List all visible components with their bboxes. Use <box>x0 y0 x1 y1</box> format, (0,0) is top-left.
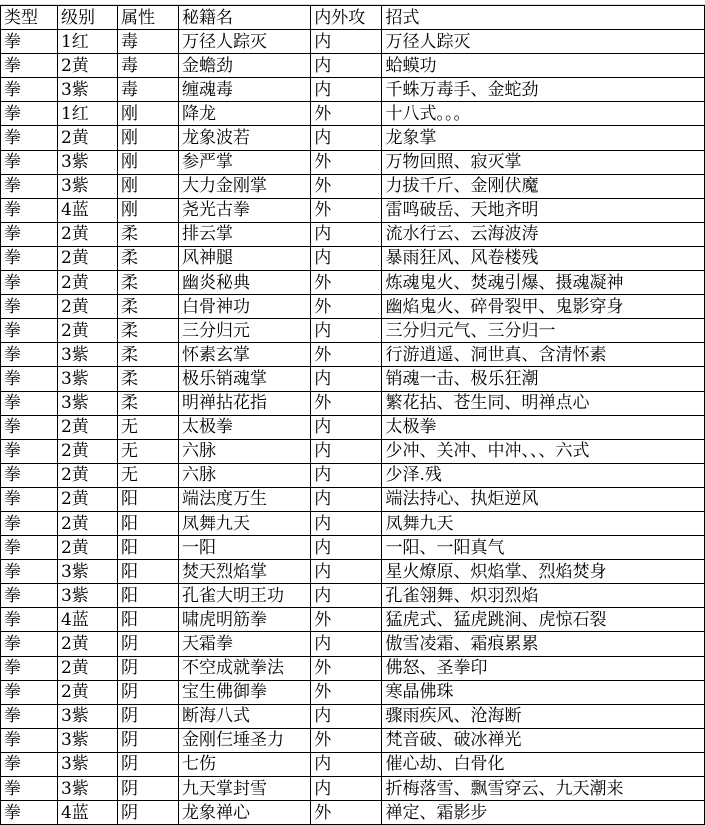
table-row <box>1 54 705 78</box>
cell-moves[interactable]: 太极拳 <box>382 415 705 439</box>
cell-attribute[interactable]: 刚 <box>117 102 178 126</box>
table-row <box>1 487 705 511</box>
cell-manual-name[interactable]: 啸虎明筋拳 <box>179 608 311 632</box>
cell-moves[interactable]: 傲雪凌霜、霜痕累累 <box>382 632 705 656</box>
table-row <box>1 343 705 367</box>
header-row <box>1 6 705 30</box>
cell-manual-name[interactable]: 一阳 <box>179 536 311 560</box>
cell-moves[interactable]: 三分归元气、三分归一 <box>382 319 705 343</box>
cell-attack-type[interactable]: 外 <box>311 174 382 198</box>
cell-type[interactable]: 拳 <box>1 78 58 102</box>
cell-attack-type[interactable]: 内 <box>311 439 382 463</box>
cell-attribute[interactable]: 无 <box>117 415 178 439</box>
cell-level[interactable]: 3紫 <box>57 367 117 391</box>
cell-level[interactable]: 2黄 <box>57 656 117 680</box>
cell-attack-type[interactable]: 外 <box>311 656 382 680</box>
cell-moves[interactable]: 炼魂鬼火、焚魂引爆、摄魂凝神 <box>382 271 705 295</box>
cell-type[interactable]: 拳 <box>1 126 58 150</box>
cell-type[interactable]: 拳 <box>1 463 58 487</box>
cell-moves[interactable]: 凤舞九天 <box>382 511 705 535</box>
cell-level[interactable]: 2黄 <box>57 246 117 270</box>
cell-moves[interactable]: 千蛛万毒手、金蛇劲 <box>382 78 705 102</box>
cell-moves[interactable]: 行游逍遥、洞世真、含清怀素 <box>382 343 705 367</box>
cell-moves[interactable]: 力拔千斤、金刚伏魔 <box>382 174 705 198</box>
cell-moves[interactable]: 催心劫、白骨化 <box>382 752 705 776</box>
cell-type[interactable]: 拳 <box>1 174 58 198</box>
cell-level[interactable]: 1红 <box>57 102 117 126</box>
table-row <box>1 632 705 656</box>
cell-attribute[interactable]: 阴 <box>117 801 178 825</box>
cell-moves[interactable]: 万物回照、寂灭掌 <box>382 150 705 174</box>
cell-manual-name[interactable]: 万径人踪灭 <box>179 30 311 54</box>
table-row <box>1 78 705 102</box>
table-row <box>1 752 705 776</box>
table-row <box>1 30 705 54</box>
cell-manual-name[interactable]: 参严掌 <box>179 150 311 174</box>
cell-type[interactable]: 拳 <box>1 391 58 415</box>
cell-attack-type[interactable]: 内 <box>311 78 382 102</box>
cell-level[interactable]: 3紫 <box>57 704 117 728</box>
cell-attribute[interactable]: 阳 <box>117 584 178 608</box>
cell-attribute[interactable]: 刚 <box>117 126 178 150</box>
cell-moves[interactable]: 梵音破、破冰禅光 <box>382 728 705 752</box>
cell-attribute[interactable]: 毒 <box>117 78 178 102</box>
cell-moves[interactable]: 龙象掌 <box>382 126 705 150</box>
cell-attribute[interactable]: 阴 <box>117 680 178 704</box>
cell-type[interactable]: 拳 <box>1 536 58 560</box>
cell-type[interactable]: 拳 <box>1 487 58 511</box>
cell-manual-name[interactable]: 三分归元 <box>179 319 311 343</box>
cell-type[interactable]: 拳 <box>1 319 58 343</box>
cell-attribute[interactable]: 柔 <box>117 319 178 343</box>
header-cell-attribute[interactable]: 属性 <box>117 6 178 30</box>
cell-manual-name[interactable]: 断海八式 <box>179 704 311 728</box>
cell-level[interactable]: 3紫 <box>57 343 117 367</box>
cell-level[interactable]: 2黄 <box>57 222 117 246</box>
cell-attack-type[interactable]: 内 <box>311 752 382 776</box>
cell-manual-name[interactable]: 龙象禅心 <box>179 801 311 825</box>
cell-type[interactable]: 拳 <box>1 271 58 295</box>
cell-moves[interactable]: 雷鸣破岳、天地齐明 <box>382 198 705 222</box>
cell-moves[interactable]: 幽焰鬼火、碎骨裂甲、鬼影穿身 <box>382 295 705 319</box>
cell-level[interactable]: 3紫 <box>57 391 117 415</box>
cell-attack-type[interactable]: 外 <box>311 295 382 319</box>
cell-level[interactable]: 3紫 <box>57 78 117 102</box>
cell-attack-type[interactable]: 外 <box>311 801 382 825</box>
cell-moves[interactable]: 暴雨狂风、风卷楼残 <box>382 246 705 270</box>
table-row <box>1 295 705 319</box>
cell-manual-name[interactable]: 风神腿 <box>179 246 311 270</box>
cell-level[interactable]: 2黄 <box>57 536 117 560</box>
cell-type[interactable]: 拳 <box>1 728 58 752</box>
cell-type[interactable]: 拳 <box>1 246 58 270</box>
cell-moves[interactable]: 蛤蟆功 <box>382 54 705 78</box>
header-cell-moves[interactable]: 招式 <box>382 6 705 30</box>
cell-moves[interactable]: 一阳、一阳真气 <box>382 536 705 560</box>
cell-level[interactable]: 4蓝 <box>57 198 117 222</box>
cell-attack-type[interactable]: 内 <box>311 246 382 270</box>
table-row <box>1 102 705 126</box>
table-row <box>1 801 705 825</box>
cell-attribute[interactable]: 毒 <box>117 54 178 78</box>
cell-manual-name[interactable]: 端法度万生 <box>179 487 311 511</box>
cell-moves[interactable]: 流水行云、云海波涛 <box>382 222 705 246</box>
cell-attribute[interactable]: 毒 <box>117 30 178 54</box>
cell-attribute[interactable]: 柔 <box>117 367 178 391</box>
table-row <box>1 680 705 704</box>
cell-attack-type[interactable]: 内 <box>311 126 382 150</box>
cell-attribute[interactable]: 阴 <box>117 752 178 776</box>
cell-level[interactable]: 2黄 <box>57 295 117 319</box>
cell-type[interactable]: 拳 <box>1 54 58 78</box>
table-row <box>1 560 705 584</box>
cell-level[interactable]: 2黄 <box>57 319 117 343</box>
cell-level[interactable]: 2黄 <box>57 680 117 704</box>
cell-attribute[interactable]: 阴 <box>117 777 178 801</box>
table-row <box>1 728 705 752</box>
cell-manual-name[interactable]: 排云掌 <box>179 222 311 246</box>
cell-attribute[interactable]: 柔 <box>117 246 178 270</box>
cell-attack-type[interactable]: 内 <box>311 632 382 656</box>
table-row <box>1 584 705 608</box>
cell-attack-type[interactable]: 外 <box>311 343 382 367</box>
cell-attack-type[interactable]: 内 <box>311 319 382 343</box>
table-row <box>1 319 705 343</box>
cell-attribute[interactable]: 阳 <box>117 487 178 511</box>
cell-manual-name[interactable]: 九天掌封雪 <box>179 777 311 801</box>
cell-manual-name[interactable]: 宝生佛御拳 <box>179 680 311 704</box>
cell-level[interactable]: 3紫 <box>57 174 117 198</box>
cell-manual-name[interactable]: 尧光古拳 <box>179 198 311 222</box>
cell-attribute[interactable]: 柔 <box>117 222 178 246</box>
cell-attribute[interactable]: 刚 <box>117 174 178 198</box>
cell-level[interactable]: 4蓝 <box>57 801 117 825</box>
cell-manual-name[interactable]: 凤舞九天 <box>179 511 311 535</box>
cell-attack-type[interactable]: 内 <box>311 536 382 560</box>
cell-manual-name[interactable]: 明禅拈花指 <box>179 391 311 415</box>
cell-level[interactable]: 1红 <box>57 30 117 54</box>
cell-type[interactable]: 拳 <box>1 295 58 319</box>
cell-manual-name[interactable]: 孔雀大明王功 <box>179 584 311 608</box>
cell-level[interactable]: 2黄 <box>57 632 117 656</box>
table-row <box>1 415 705 439</box>
cell-type[interactable]: 拳 <box>1 656 58 680</box>
cell-moves[interactable]: 佛怒、圣拳印 <box>382 656 705 680</box>
cell-attack-type[interactable]: 内 <box>311 584 382 608</box>
cell-type[interactable]: 拳 <box>1 511 58 535</box>
cell-moves[interactable]: 星火燎原、炽焰掌、烈焰焚身 <box>382 560 705 584</box>
cell-type[interactable]: 拳 <box>1 560 58 584</box>
cell-attribute[interactable]: 阴 <box>117 728 178 752</box>
cell-attribute[interactable]: 阳 <box>117 608 178 632</box>
cell-attribute[interactable]: 阴 <box>117 656 178 680</box>
cell-type[interactable]: 拳 <box>1 680 58 704</box>
table-row <box>1 656 705 680</box>
cell-attack-type[interactable]: 内 <box>311 367 382 391</box>
table-row <box>1 439 705 463</box>
cell-type[interactable]: 拳 <box>1 777 58 801</box>
table-row <box>1 777 705 801</box>
cell-moves[interactable]: 少冲、关冲、中冲、、、六式 <box>382 439 705 463</box>
cell-moves[interactable]: 寒晶佛珠 <box>382 680 705 704</box>
cell-manual-name[interactable]: 龙象波若 <box>179 126 311 150</box>
cell-type[interactable]: 拳 <box>1 608 58 632</box>
cell-manual-name[interactable]: 太极拳 <box>179 415 311 439</box>
table-row <box>1 174 705 198</box>
cell-attack-type[interactable]: 内 <box>311 511 382 535</box>
cell-level[interactable]: 3紫 <box>57 728 117 752</box>
cell-attribute[interactable]: 柔 <box>117 391 178 415</box>
cell-attribute[interactable]: 阳 <box>117 511 178 535</box>
table-row <box>1 222 705 246</box>
cell-manual-name[interactable]: 缠魂毒 <box>179 78 311 102</box>
cell-type[interactable]: 拳 <box>1 752 58 776</box>
cell-manual-name[interactable]: 金刚仨埵圣力 <box>179 728 311 752</box>
cell-attribute[interactable]: 无 <box>117 439 178 463</box>
cell-attack-type[interactable]: 内 <box>311 54 382 78</box>
cell-attack-type[interactable]: 外 <box>311 680 382 704</box>
cell-moves[interactable]: 折梅落雪、飘雪穿云、九天潮来 <box>382 777 705 801</box>
cell-attribute[interactable]: 刚 <box>117 198 178 222</box>
cell-attack-type[interactable]: 外 <box>311 198 382 222</box>
header-cell-attack-type[interactable]: 内外攻 <box>311 6 382 30</box>
table-row <box>1 271 705 295</box>
cell-type[interactable]: 拳 <box>1 632 58 656</box>
table-row <box>1 704 705 728</box>
table-row <box>1 126 705 150</box>
cell-level[interactable]: 3紫 <box>57 560 117 584</box>
cell-attack-type[interactable]: 外 <box>311 608 382 632</box>
cell-level[interactable]: 2黄 <box>57 463 117 487</box>
cell-type[interactable]: 拳 <box>1 415 58 439</box>
cell-level[interactable]: 3紫 <box>57 150 117 174</box>
cell-attack-type[interactable]: 内 <box>311 704 382 728</box>
cell-level[interactable]: 2黄 <box>57 271 117 295</box>
table-row <box>1 391 705 415</box>
cell-attribute[interactable]: 无 <box>117 463 178 487</box>
cell-moves[interactable]: 端法持心、执炬逆风 <box>382 487 705 511</box>
cell-attack-type[interactable]: 外 <box>311 391 382 415</box>
cell-moves[interactable]: 孔雀翎舞、炽羽烈焰 <box>382 584 705 608</box>
table-row <box>1 198 705 222</box>
cell-attack-type[interactable]: 内 <box>311 560 382 584</box>
cell-attack-type[interactable]: 内 <box>311 463 382 487</box>
cell-type[interactable]: 拳 <box>1 102 58 126</box>
cell-moves[interactable]: 骤雨疾风、沧海断 <box>382 704 705 728</box>
cell-moves[interactable]: 销魂一击、极乐狂潮 <box>382 367 705 391</box>
cell-attribute[interactable]: 柔 <box>117 271 178 295</box>
table-body <box>1 30 705 825</box>
cell-level[interactable]: 2黄 <box>57 511 117 535</box>
cell-attribute[interactable]: 阴 <box>117 704 178 728</box>
cell-manual-name[interactable]: 天霜拳 <box>179 632 311 656</box>
cell-level[interactable]: 2黄 <box>57 415 117 439</box>
martial-arts-table <box>0 5 705 825</box>
cell-moves[interactable]: 猛虎式、猛虎跳涧、虎惊石裂 <box>382 608 705 632</box>
cell-attack-type[interactable]: 外 <box>311 271 382 295</box>
table-row <box>1 608 705 632</box>
cell-attack-type[interactable]: 内 <box>311 30 382 54</box>
cell-attack-type[interactable]: 内 <box>311 777 382 801</box>
cell-attack-type[interactable]: 外 <box>311 150 382 174</box>
table-row <box>1 511 705 535</box>
cell-manual-name[interactable]: 焚天烈焰掌 <box>179 560 311 584</box>
cell-type[interactable]: 拳 <box>1 801 58 825</box>
cell-level[interactable]: 3紫 <box>57 584 117 608</box>
cell-manual-name[interactable]: 七伤 <box>179 752 311 776</box>
header-cell-manual-name[interactable]: 秘籍名 <box>179 6 311 30</box>
cell-attack-type[interactable]: 外 <box>311 728 382 752</box>
cell-attribute[interactable]: 刚 <box>117 150 178 174</box>
cell-type[interactable]: 拳 <box>1 343 58 367</box>
cell-attack-type[interactable]: 内 <box>311 415 382 439</box>
cell-manual-name[interactable]: 六脉 <box>179 463 311 487</box>
table-row <box>1 463 705 487</box>
cell-type[interactable]: 拳 <box>1 439 58 463</box>
cell-level[interactable]: 2黄 <box>57 126 117 150</box>
header-cell-type[interactable]: 类型 <box>1 6 58 30</box>
cell-type[interactable]: 拳 <box>1 704 58 728</box>
cell-moves[interactable]: 禅定、霜影步 <box>382 801 705 825</box>
cell-manual-name[interactable]: 极乐销魂掌 <box>179 367 311 391</box>
cell-level[interactable]: 4蓝 <box>57 608 117 632</box>
cell-moves[interactable]: 少泽.残 <box>382 463 705 487</box>
table-row <box>1 150 705 174</box>
cell-moves[interactable]: 万径人踪灭 <box>382 30 705 54</box>
cell-type[interactable]: 拳 <box>1 198 58 222</box>
cell-attribute[interactable]: 柔 <box>117 295 178 319</box>
cell-attribute[interactable]: 阳 <box>117 560 178 584</box>
cell-manual-name[interactable]: 六脉 <box>179 439 311 463</box>
table-row <box>1 367 705 391</box>
cell-attribute[interactable]: 阳 <box>117 536 178 560</box>
cell-attack-type[interactable]: 外 <box>311 102 382 126</box>
cell-attribute[interactable]: 柔 <box>117 343 178 367</box>
cell-type[interactable]: 拳 <box>1 584 58 608</box>
cell-level[interactable]: 2黄 <box>57 439 117 463</box>
cell-level[interactable]: 3紫 <box>57 752 117 776</box>
table-row <box>1 246 705 270</box>
cell-attack-type[interactable]: 内 <box>311 487 382 511</box>
cell-manual-name[interactable]: 幽炎秘典 <box>179 271 311 295</box>
cell-type[interactable]: 拳 <box>1 222 58 246</box>
cell-moves[interactable]: 繁花拈、苍生同、明禅点心 <box>382 391 705 415</box>
cell-manual-name[interactable]: 降龙 <box>179 102 311 126</box>
cell-attack-type[interactable]: 内 <box>311 222 382 246</box>
cell-level[interactable]: 2黄 <box>57 487 117 511</box>
cell-manual-name[interactable]: 大力金刚掌 <box>179 174 311 198</box>
cell-manual-name[interactable]: 金蟾劲 <box>179 54 311 78</box>
cell-level[interactable]: 2黄 <box>57 54 117 78</box>
cell-manual-name[interactable]: 不空成就拳法 <box>179 656 311 680</box>
cell-manual-name[interactable]: 白骨神功 <box>179 295 311 319</box>
cell-attribute[interactable]: 阴 <box>117 632 178 656</box>
cell-type[interactable]: 拳 <box>1 30 58 54</box>
cell-manual-name[interactable]: 怀素玄掌 <box>179 343 311 367</box>
header-cell-level[interactable]: 级别 <box>57 6 117 30</box>
cell-level[interactable]: 3紫 <box>57 777 117 801</box>
cell-type[interactable]: 拳 <box>1 367 58 391</box>
table-row <box>1 536 705 560</box>
cell-type[interactable]: 拳 <box>1 150 58 174</box>
cell-moves[interactable]: 十八式。。。 <box>382 102 705 126</box>
